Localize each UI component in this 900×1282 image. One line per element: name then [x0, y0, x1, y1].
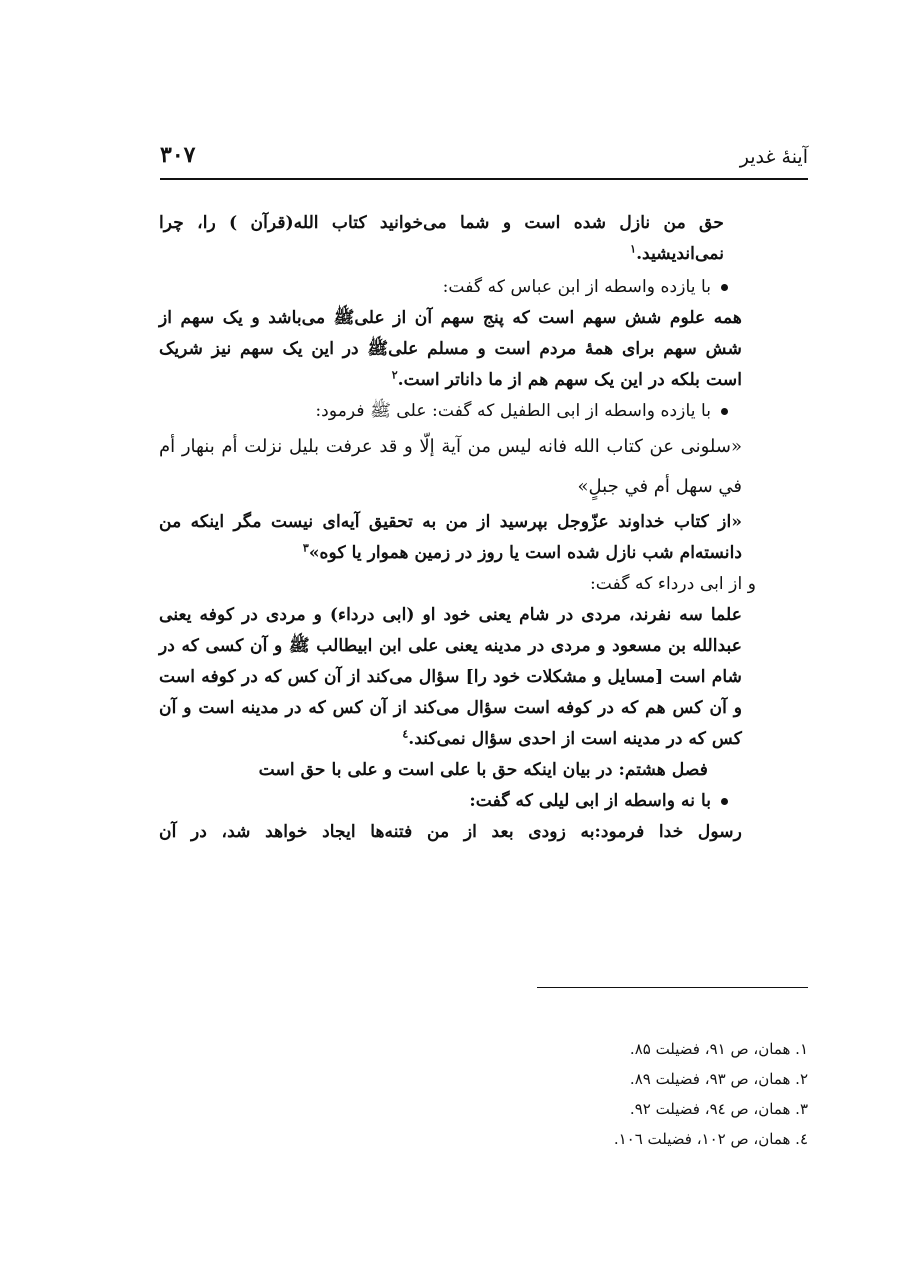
- bullet-text: با نه واسطه از ابی لیلی که گفت:: [469, 791, 711, 811]
- footnote: ۳. همان، ص ۹٤، فضیلت ۹۲.: [629, 1100, 808, 1118]
- hadith-translation: [159, 507, 742, 569]
- last-paragraph-line: رسول خدا فرمود:به زودی بعد از من فتنه‌ها ایجاد خواهد شد، در آن: [159, 822, 742, 842]
- footnote-ref: ۳: [302, 541, 309, 555]
- bullet-icon: [721, 798, 728, 805]
- book-title: آینهٔ غدیر: [739, 146, 808, 168]
- bullet-abi-tufail: [159, 396, 728, 427]
- bullet-ibn-abbas: [159, 272, 728, 303]
- chapter-heading: فصل هشتم: در بیان اینکه حق با علی است و علی با حق است: [258, 760, 708, 780]
- footnote-ref: ٤: [402, 727, 409, 741]
- main-text: [159, 208, 756, 848]
- arabic-hadith: «سلونی عن کتاب الله فانه لیس من آیة إلّا و قد عرفت بلیل نزلت أم بنهار أم في سهل أم في جبلٍ»: [159, 436, 742, 497]
- abi-darda-intro: و از ابی درداء که گفت:: [590, 574, 756, 594]
- bullet-abi-laila: [159, 786, 728, 817]
- footnote-ref: ۲: [391, 368, 398, 382]
- footnote: ٤. همان، ص ۱۰۲، فضیلت ۱۰٦.: [613, 1130, 808, 1148]
- bullet-text: با یازده واسطه از ابن عباس که گفت:: [442, 277, 711, 297]
- header-rule: [160, 178, 808, 180]
- ulama-paragraph: [159, 600, 742, 755]
- running-header: [160, 138, 808, 178]
- paragraph-text: «از کتاب خداوند عزّوجل بپرسید از من به تحقیق آیه‌ای نیست مگر اینکه من دانسته‌ام شب نازل شده است یا روز در زمین هموار یا کوه»: [159, 512, 742, 563]
- ibn-abbas-quote: [159, 303, 742, 396]
- bullet-text: با یازده واسطه از ابی الطفیل که گفت: علی ﷺ فرمود:: [315, 401, 711, 421]
- footnote: ۱. همان، ص ۹۱، فضیلت ۸۵.: [629, 1040, 808, 1058]
- paragraph-text: حق من نازل شده است و شما می‌خوانید کتاب الله(قرآن ) را، چرا نمی‌اندیشید.: [159, 213, 724, 264]
- footnote-rule: [537, 987, 808, 988]
- footnote: ۲. همان، ص ۹۳، فضیلت ۸۹.: [629, 1070, 808, 1088]
- bullet-icon: [721, 408, 728, 415]
- paragraph-text: همه علوم شش سهم است که پنج سهم آن از علی‌ﷺ می‌باشد و یک سهم از شش سهم برای همهٔ مردم است و مسلم علی‌ﷺ در این یک سهم نیز شریک است بلکه در این یک سهم هم از ما داناتر است.: [159, 308, 742, 390]
- paragraph-text: علما سه نفرند، مردی در شام یعنی خود او (ابی درداء) و مردی در کوفه یعنی عبدالله بن مسعود و مردی در مدینه یعنی علی ابن ابیطالب ﷺ و آن کسی که در شام است [مسایل و مشکلات خود را] سؤال می‌کند از آن کس که در کوفه است و آن کس هم که در کوفه است سؤال می‌کند از آن کس که در مدینه است و آن کس که در مدینه است از احدی سؤال نمی‌کند.: [159, 605, 742, 749]
- footnote-ref: ۱: [630, 242, 637, 256]
- bullet-icon: [721, 284, 728, 291]
- page-number: ۳۰۷: [160, 142, 196, 168]
- continuation-paragraph: [159, 208, 724, 270]
- footnotes: [508, 1040, 808, 1160]
